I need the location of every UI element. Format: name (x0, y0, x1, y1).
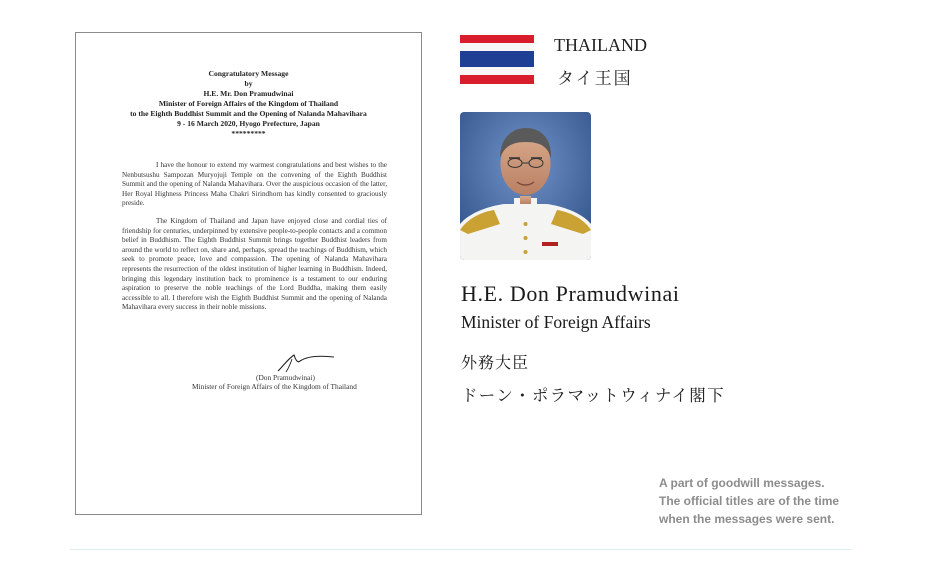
signature-title: Minister of Foreign Affairs of the Kingdom of Thailand (192, 382, 357, 391)
minister-name-ja: ドーン・ポラマットウィナイ閣下 (461, 386, 725, 405)
letter-heading-line: to the Eighth Buddhist Summit and the Opening of Nalanda Mahavihara (130, 109, 367, 118)
letter-heading-separator: ********* (231, 129, 266, 138)
flag-stripe-white (460, 67, 534, 75)
letter-body (122, 161, 387, 321)
minister-name-en: H.E. Don Pramudwinai (461, 281, 680, 306)
flag-stripe-red (460, 75, 534, 84)
signature-name: (Don Pramudwinai) (256, 373, 315, 382)
letter-paragraph: The Kingdom of Thailand and Japan have enjoyed close and cordial ties of friendship for centuries, underpinned by extensive people-to-people contacts and a common belief in Buddhism. The Eighth Buddhist Summit brings together Buddhist leaders from around the world to reflect on, share and, perhaps, spread the teachings of Buddhism, which seek to promote peace, love and compassion. The opening of Nalanda Mahavihara represents the resurrection of the oldest institution of higher learning in Buddhism. Indeed, bringing this legendary institution back to prominence is a testament to our enduring aspiration to preserve the noble teachings of the Lord Buddha, making them easily accessible to all. I therefore wish the Eighth Buddhist Summit and the opening of Nalanda Mahavihara every success in their noble missions. (122, 216, 387, 312)
flag-stripe-white (460, 43, 534, 51)
letter-heading-line: Minister of Foreign Affairs of the Kingdom of Thailand (158, 99, 339, 108)
flag-stripe-red (460, 35, 534, 43)
minister-portrait (460, 112, 591, 260)
letter-paragraph: I have the honour to extend my warmest congratulations and best wishes to the Nenbutsushu Sampozan Muryojuji Temple on the convening of the Eighth Buddhist Summit and the opening of Nalanda Mahavihara. Over the auspicious occasion of the latter, Her Royal Highness Princess Maha Chakri Sirindhorn has kindly consented to graciously preside. (122, 161, 387, 208)
letter-heading-line: by (244, 79, 253, 88)
minister-title-ja: 外務大臣 (461, 353, 530, 372)
country-name-en: THAILAND (554, 35, 647, 55)
message-letter (75, 32, 422, 515)
letter-heading-line: 9 - 16 March 2020, Hyogo Prefecture, Japan (177, 119, 320, 128)
country-name-ja: タイ王国 (557, 69, 633, 89)
signature-mark (276, 349, 338, 373)
letter-heading (76, 69, 421, 139)
note-line: A part of goodwill messages. (659, 476, 825, 490)
note-line: The official titles are of the time (659, 494, 840, 508)
thailand-flag (460, 35, 534, 84)
bottom-divider (70, 549, 851, 550)
letter-heading-line: H.E. Mr. Don Pramudwinai (203, 89, 294, 98)
note-line: when the messages were sent. (659, 512, 835, 526)
flag-stripe-blue (460, 51, 534, 67)
minister-title-en: Minister of Foreign Affairs (461, 312, 651, 332)
letter-heading-line: Congratulatory Message (208, 69, 289, 78)
goodwill-note (659, 474, 839, 528)
